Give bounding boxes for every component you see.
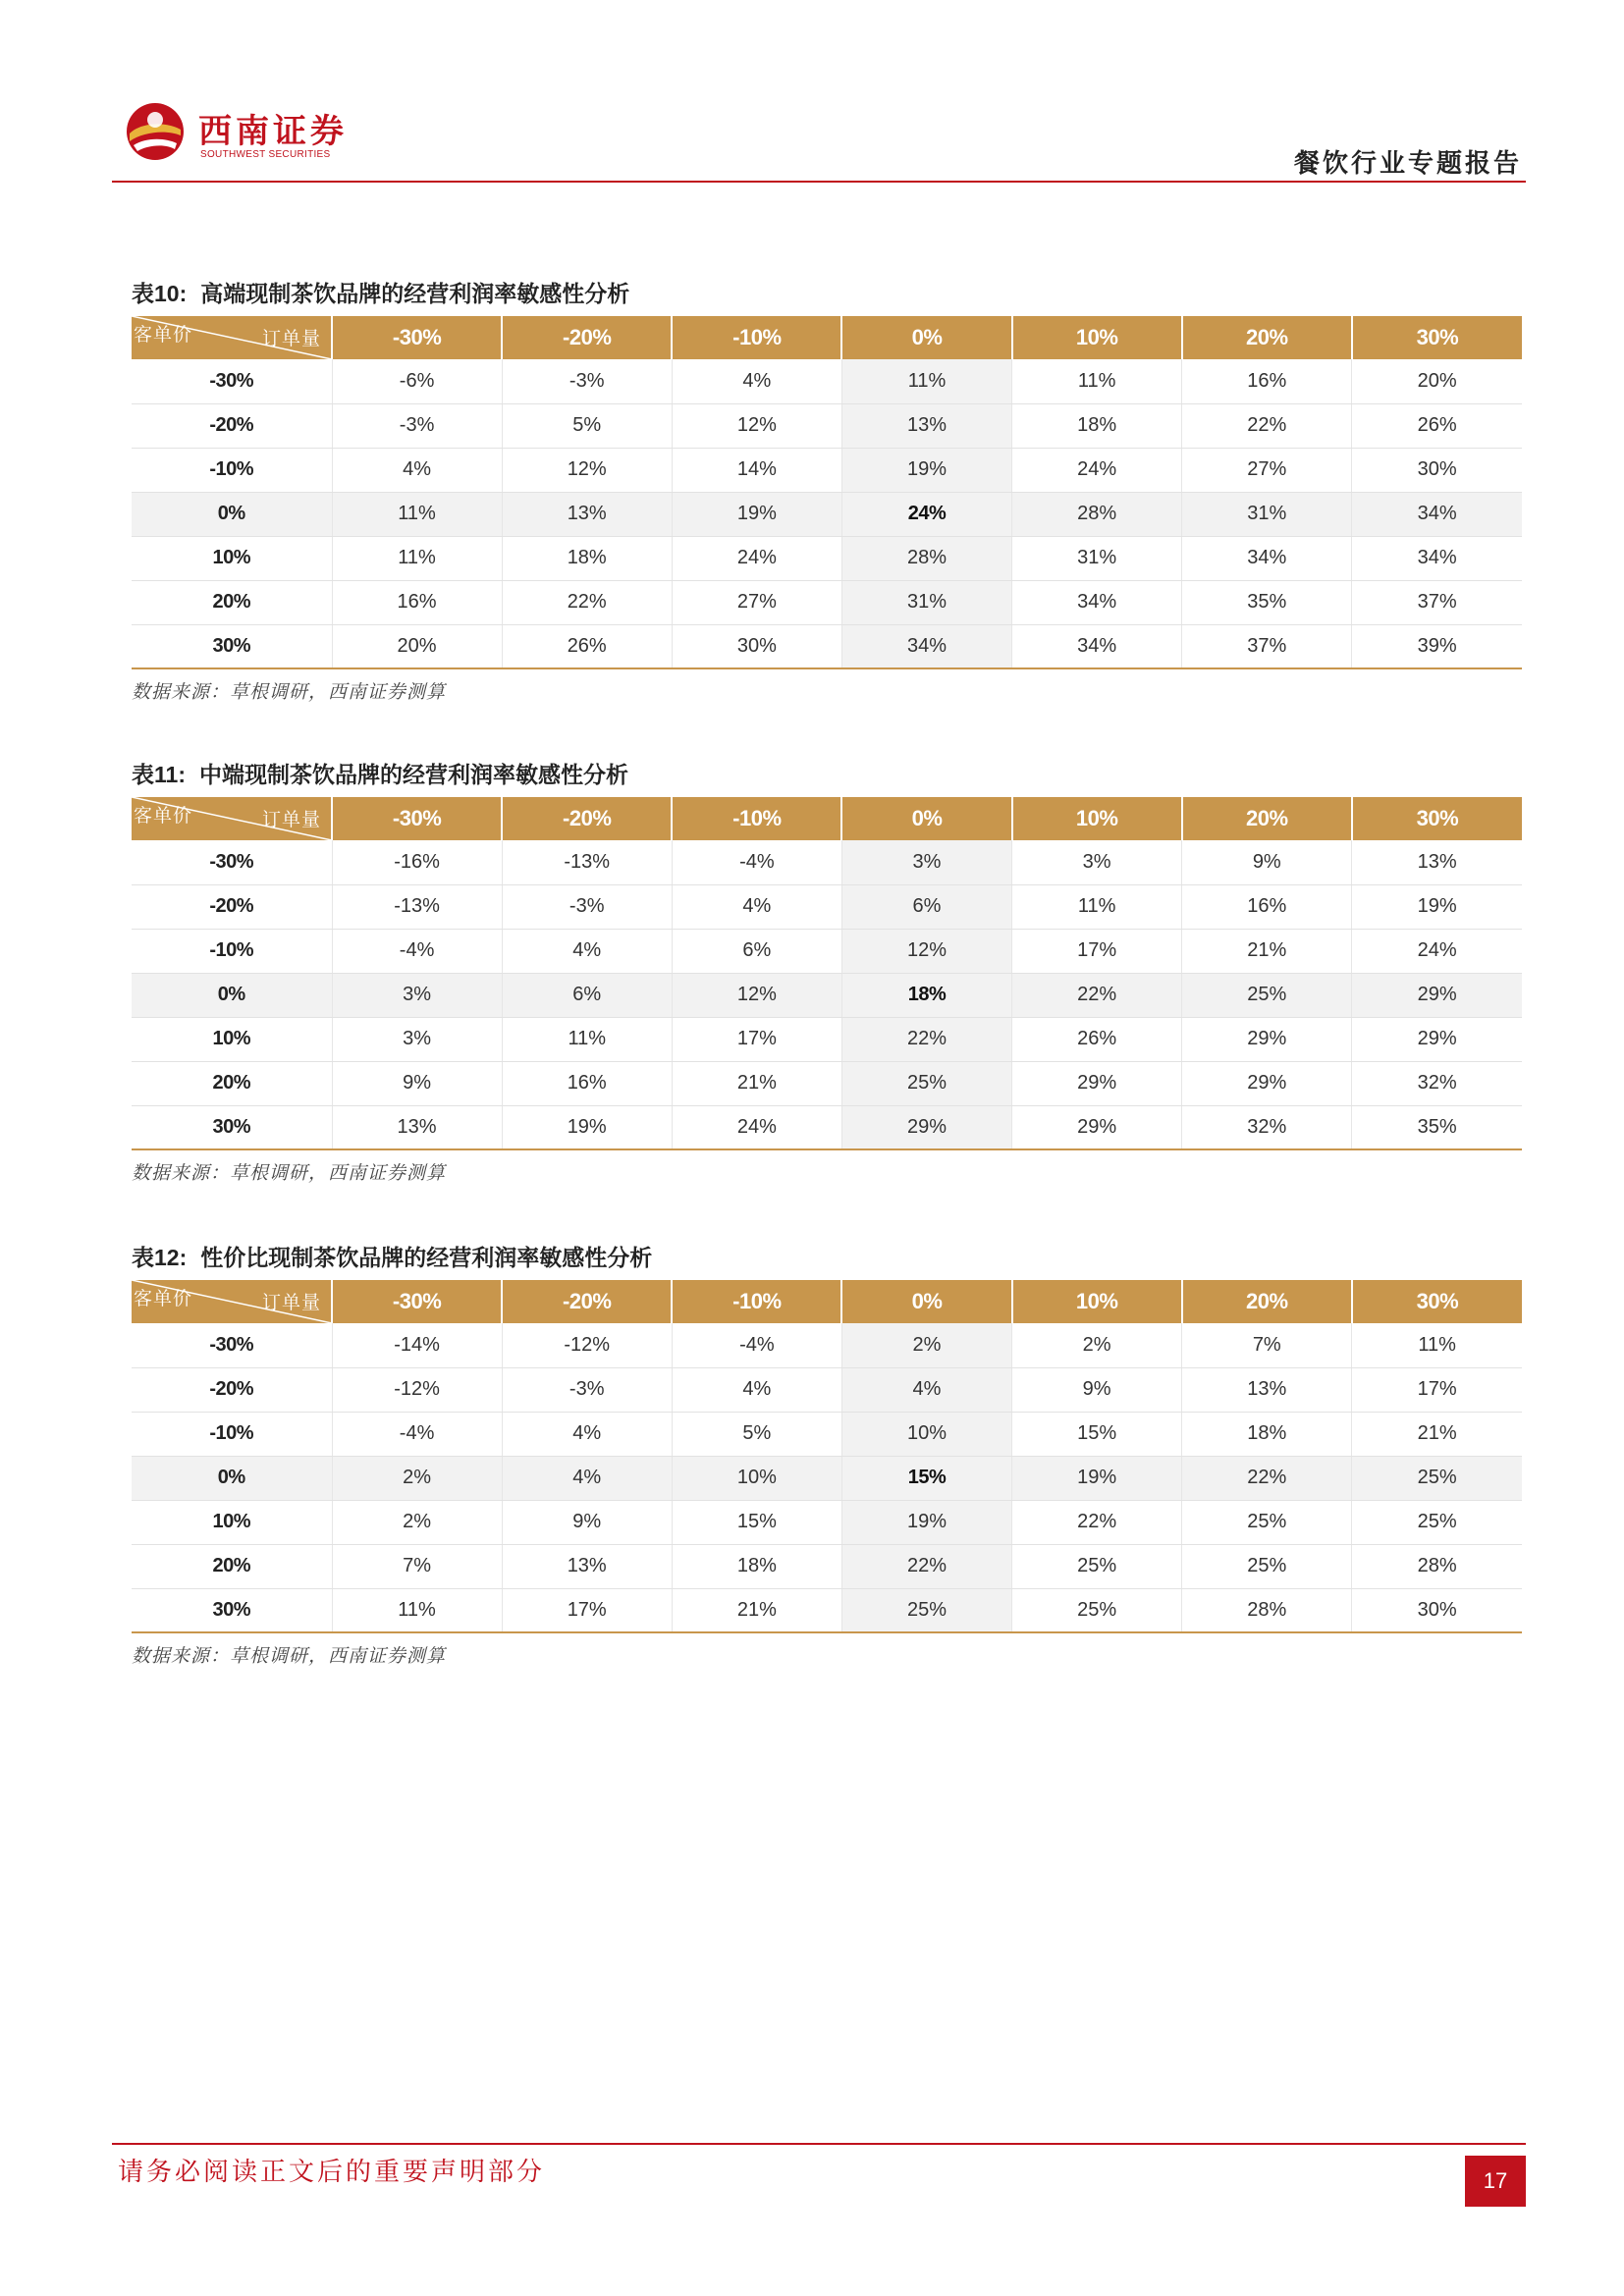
column-header: -30% xyxy=(332,1280,502,1323)
row-header: -30% xyxy=(132,840,332,884)
table-cell: 21% xyxy=(1182,929,1352,973)
table-cell: -13% xyxy=(332,884,502,929)
table-cell: 11% xyxy=(1012,884,1182,929)
column-header: -30% xyxy=(332,797,502,840)
column-header: -10% xyxy=(672,797,841,840)
column-header: 30% xyxy=(1416,325,1459,349)
table-cell: 19% xyxy=(841,448,1011,492)
column-header: 0% xyxy=(841,797,1011,840)
table-cell: 4% xyxy=(672,884,841,929)
table-cell: 6% xyxy=(502,973,672,1017)
table-row xyxy=(132,1061,1522,1105)
corner-row-label: 客单价 xyxy=(134,805,193,827)
row-header: 30% xyxy=(132,1105,332,1149)
table-cell: 18% xyxy=(502,536,672,580)
table-cell: 9% xyxy=(502,1500,672,1544)
table-cell: 11% xyxy=(502,1017,672,1061)
table-title: 中端现制茶饮品牌的经营利润率敏感性分析 xyxy=(198,762,628,788)
table-cell: 17% xyxy=(1012,929,1182,973)
table-cell: 34% xyxy=(1352,492,1522,536)
table-cell: 3% xyxy=(841,840,1011,884)
table-cell: 24% xyxy=(841,492,1011,536)
table-cell: 24% xyxy=(1012,448,1182,492)
table-cell: 13% xyxy=(1182,1367,1352,1412)
table-row xyxy=(132,1588,1522,1632)
footer-divider xyxy=(112,2143,1526,2145)
column-header: -20% xyxy=(502,1280,672,1323)
table-label: 表11: xyxy=(132,762,186,787)
table-cell: 28% xyxy=(1182,1588,1352,1632)
table-cell: -12% xyxy=(332,1367,502,1412)
table-cell: 22% xyxy=(1012,973,1182,1017)
table-cell: 25% xyxy=(1012,1544,1182,1588)
table-cell: 4% xyxy=(502,1456,672,1500)
table-cell: 29% xyxy=(841,1105,1011,1149)
table-cell: 32% xyxy=(1182,1105,1352,1149)
table-cell: 37% xyxy=(1182,624,1352,668)
table-header-row xyxy=(132,1280,1522,1323)
row-header: 20% xyxy=(132,1061,332,1105)
table-caption xyxy=(132,279,1522,316)
table-row xyxy=(132,448,1522,492)
report-title: 餐饮行业专题报告 xyxy=(1293,149,1522,179)
table-row xyxy=(132,884,1522,929)
row-header: -20% xyxy=(132,1367,332,1412)
table-cell: 18% xyxy=(841,973,1011,1017)
column-header: 10% xyxy=(1012,316,1182,359)
table-cell: 17% xyxy=(672,1017,841,1061)
table-cell: 3% xyxy=(332,1017,502,1061)
table-cell: 11% xyxy=(1352,1323,1522,1367)
table-cell: 25% xyxy=(1352,1500,1522,1544)
table-cell: 17% xyxy=(1352,1367,1522,1412)
table-cell: 15% xyxy=(672,1500,841,1544)
table-cell: 30% xyxy=(1352,448,1522,492)
table-cell: 29% xyxy=(1352,973,1522,1017)
row-header: 10% xyxy=(132,1500,332,1544)
table-cell: 28% xyxy=(1352,1544,1522,1588)
table-cell: 34% xyxy=(841,624,1011,668)
row-header: 20% xyxy=(132,580,332,624)
table-row xyxy=(132,840,1522,884)
table-row xyxy=(132,580,1522,624)
table-cell: 37% xyxy=(1352,580,1522,624)
table-row xyxy=(132,1456,1522,1500)
table-row xyxy=(132,1412,1522,1456)
table-source: 数据来源：草根调研，西南证券测算 xyxy=(132,681,447,703)
table-cell: 22% xyxy=(1182,403,1352,448)
corner-col-label: 订单量 xyxy=(261,809,321,830)
table-cell: 4% xyxy=(672,1367,841,1412)
table-row xyxy=(132,1500,1522,1544)
row-header: -10% xyxy=(132,448,332,492)
table-cell: 12% xyxy=(672,973,841,1017)
table-corner-cell xyxy=(132,797,332,840)
table-cell: 13% xyxy=(841,403,1011,448)
table-caption xyxy=(132,760,1522,797)
table-cell: 22% xyxy=(841,1544,1011,1588)
table-cell: 9% xyxy=(1012,1367,1182,1412)
row-header: 0% xyxy=(132,973,332,1017)
table-cell: 11% xyxy=(332,1588,502,1632)
row-header: -10% xyxy=(132,929,332,973)
table-cell: 12% xyxy=(841,929,1011,973)
table-cell: 35% xyxy=(1182,580,1352,624)
table-cell: 31% xyxy=(1182,492,1352,536)
corner-row-label: 客单价 xyxy=(134,324,193,346)
column-header: 0% xyxy=(841,1280,1011,1323)
table-cell: 2% xyxy=(841,1323,1011,1367)
table-cell: 4% xyxy=(841,1367,1011,1412)
table-cell: 19% xyxy=(1352,884,1522,929)
table-cell: 13% xyxy=(332,1105,502,1149)
table-cell: 25% xyxy=(841,1588,1011,1632)
table-cell: 25% xyxy=(1182,1544,1352,1588)
table-cell: 19% xyxy=(672,492,841,536)
table-10-block xyxy=(132,279,1522,704)
table-cell: 4% xyxy=(502,1412,672,1456)
table-cell: -3% xyxy=(502,1367,672,1412)
table-cell: 26% xyxy=(1352,403,1522,448)
table-cell: 24% xyxy=(1352,929,1522,973)
table-header-row xyxy=(132,797,1522,840)
table-cell: 35% xyxy=(1352,1105,1522,1149)
row-header: -20% xyxy=(132,884,332,929)
table-source: 数据来源：草根调研，西南证券测算 xyxy=(132,1162,447,1184)
table-cell: -16% xyxy=(332,840,502,884)
table-cell: -3% xyxy=(502,359,672,403)
column-header: 30% xyxy=(1416,806,1459,830)
table-cell: -12% xyxy=(502,1323,672,1367)
table-cell: 6% xyxy=(672,929,841,973)
table-cell: 22% xyxy=(502,580,672,624)
table-row xyxy=(132,536,1522,580)
table-cell: 29% xyxy=(1352,1017,1522,1061)
table-row xyxy=(132,1323,1522,1367)
table-cell: 4% xyxy=(672,359,841,403)
row-header: 30% xyxy=(132,1588,332,1632)
column-header: -10% xyxy=(672,316,841,359)
row-header: -10% xyxy=(132,1412,332,1456)
sensitivity-table xyxy=(132,797,1522,1150)
sensitivity-table xyxy=(132,1280,1522,1633)
table-cell: 22% xyxy=(841,1017,1011,1061)
logo-english-name: SOUTHWEST SECURITIES xyxy=(200,149,331,160)
table-cell: 14% xyxy=(672,448,841,492)
table-cell: -6% xyxy=(332,359,502,403)
table-row xyxy=(132,403,1522,448)
table-cell: 11% xyxy=(841,359,1011,403)
table-cell: 34% xyxy=(1012,624,1182,668)
table-12-block xyxy=(132,1243,1522,1668)
column-header: 10% xyxy=(1012,797,1182,840)
table-cell: 22% xyxy=(1182,1456,1352,1500)
corner-row-label: 客单价 xyxy=(134,1288,193,1309)
table-cell: 6% xyxy=(841,884,1011,929)
table-cell: 17% xyxy=(502,1588,672,1632)
table-cell: 21% xyxy=(672,1061,841,1105)
table-cell: 11% xyxy=(1012,359,1182,403)
table-cell: 9% xyxy=(1182,840,1352,884)
corner-col-label: 订单量 xyxy=(261,1292,321,1313)
table-cell: 5% xyxy=(502,403,672,448)
table-corner-cell xyxy=(132,316,332,359)
row-header: 20% xyxy=(132,1544,332,1588)
corner-col-label: 订单量 xyxy=(261,328,321,349)
table-cell: 4% xyxy=(332,448,502,492)
table-cell: 12% xyxy=(672,403,841,448)
column-header: -30% xyxy=(332,316,502,359)
table-cell: 7% xyxy=(1182,1323,1352,1367)
table-cell: 27% xyxy=(1182,448,1352,492)
table-cell: 34% xyxy=(1012,580,1182,624)
row-header: 10% xyxy=(132,1017,332,1061)
table-cell: 5% xyxy=(672,1412,841,1456)
column-header: 20% xyxy=(1182,316,1352,359)
table-cell: 25% xyxy=(841,1061,1011,1105)
table-row xyxy=(132,1367,1522,1412)
logo-emblem-icon xyxy=(124,100,187,163)
table-cell: 16% xyxy=(1182,359,1352,403)
table-cell: 18% xyxy=(1012,403,1182,448)
table-cell: 34% xyxy=(1182,536,1352,580)
table-cell: 12% xyxy=(502,448,672,492)
table-cell: 25% xyxy=(1012,1588,1182,1632)
table-cell: 10% xyxy=(841,1412,1011,1456)
table-cell: 16% xyxy=(332,580,502,624)
table-cell: 22% xyxy=(1012,1500,1182,1544)
table-cell: 15% xyxy=(1012,1412,1182,1456)
table-header-row xyxy=(132,316,1522,359)
table-cell: 29% xyxy=(1012,1061,1182,1105)
table-cell: 2% xyxy=(332,1456,502,1500)
row-header: -30% xyxy=(132,1323,332,1367)
table-cell: 11% xyxy=(332,492,502,536)
table-cell: 4% xyxy=(502,929,672,973)
table-11-block xyxy=(132,760,1522,1185)
table-cell: -3% xyxy=(502,884,672,929)
table-cell: -4% xyxy=(672,1323,841,1367)
column-header: 10% xyxy=(1012,1280,1182,1323)
table-cell: -14% xyxy=(332,1323,502,1367)
column-header: 30% xyxy=(1416,1289,1459,1313)
table-cell: 15% xyxy=(841,1456,1011,1500)
table-cell: 26% xyxy=(1012,1017,1182,1061)
row-header: -20% xyxy=(132,403,332,448)
row-header: 10% xyxy=(132,536,332,580)
table-cell: 13% xyxy=(1352,840,1522,884)
table-cell: 31% xyxy=(1012,536,1182,580)
table-cell: 30% xyxy=(1352,1588,1522,1632)
table-cell: -4% xyxy=(332,929,502,973)
table-cell: 27% xyxy=(672,580,841,624)
row-header: 30% xyxy=(132,624,332,668)
column-header: -20% xyxy=(502,797,672,840)
table-cell: 11% xyxy=(332,536,502,580)
table-row xyxy=(132,1017,1522,1061)
table-cell: 24% xyxy=(672,536,841,580)
table-row xyxy=(132,973,1522,1017)
table-cell: 3% xyxy=(1012,840,1182,884)
table-caption xyxy=(132,1243,1522,1280)
table-cell: 29% xyxy=(1012,1105,1182,1149)
table-cell: 31% xyxy=(841,580,1011,624)
table-cell: 18% xyxy=(672,1544,841,1588)
logo-chinese-name: 西南证券 xyxy=(198,112,348,151)
table-cell: 26% xyxy=(502,624,672,668)
table-cell: 19% xyxy=(1012,1456,1182,1500)
table-cell: 25% xyxy=(1352,1456,1522,1500)
table-cell: 28% xyxy=(1012,492,1182,536)
table-corner-cell xyxy=(132,1280,332,1323)
table-row xyxy=(132,624,1522,668)
table-cell: 9% xyxy=(332,1061,502,1105)
table-cell: 19% xyxy=(841,1500,1011,1544)
table-cell: 19% xyxy=(502,1105,672,1149)
row-header: 0% xyxy=(132,1456,332,1500)
table-cell: 39% xyxy=(1352,624,1522,668)
table-cell: 3% xyxy=(332,973,502,1017)
table-cell: -13% xyxy=(502,840,672,884)
table-cell: 25% xyxy=(1182,1500,1352,1544)
table-cell: 28% xyxy=(841,536,1011,580)
sensitivity-table xyxy=(132,316,1522,669)
table-cell: -3% xyxy=(332,403,502,448)
column-header: 0% xyxy=(841,316,1011,359)
column-header: -20% xyxy=(502,316,672,359)
table-cell: 10% xyxy=(672,1456,841,1500)
table-cell: 16% xyxy=(502,1061,672,1105)
table-cell: 18% xyxy=(1182,1412,1352,1456)
table-cell: 21% xyxy=(672,1588,841,1632)
table-cell: 25% xyxy=(1182,973,1352,1017)
table-cell: 13% xyxy=(502,1544,672,1588)
table-cell: -4% xyxy=(332,1412,502,1456)
table-cell: 24% xyxy=(672,1105,841,1149)
table-cell: 16% xyxy=(1182,884,1352,929)
table-row xyxy=(132,1105,1522,1149)
company-logo xyxy=(124,98,348,167)
page-number: 17 xyxy=(1465,2156,1526,2207)
table-row xyxy=(132,1544,1522,1588)
column-header: 20% xyxy=(1182,1280,1352,1323)
table-cell: 2% xyxy=(332,1500,502,1544)
table-row xyxy=(132,929,1522,973)
column-header: 20% xyxy=(1182,797,1352,840)
table-cell: 29% xyxy=(1182,1017,1352,1061)
table-cell: 2% xyxy=(1012,1323,1182,1367)
table-cell: 29% xyxy=(1182,1061,1352,1105)
column-header: -10% xyxy=(672,1280,841,1323)
table-cell: 32% xyxy=(1352,1061,1522,1105)
row-header: -30% xyxy=(132,359,332,403)
row-header: 0% xyxy=(132,492,332,536)
table-cell: 34% xyxy=(1352,536,1522,580)
table-label: 表10: xyxy=(132,281,188,306)
table-cell: 7% xyxy=(332,1544,502,1588)
table-source: 数据来源：草根调研，西南证券测算 xyxy=(132,1645,447,1667)
header-divider xyxy=(112,181,1526,183)
table-cell: -4% xyxy=(672,840,841,884)
table-label: 表12: xyxy=(132,1245,188,1270)
table-row xyxy=(132,359,1522,403)
table-row xyxy=(132,492,1522,536)
table-title: 性价比现制茶饮品牌的经营利润率敏感性分析 xyxy=(200,1245,653,1271)
table-cell: 30% xyxy=(672,624,841,668)
table-cell: 20% xyxy=(1352,359,1522,403)
disclaimer-note: 请务必阅读正文后的重要声明部分 xyxy=(118,2158,546,2187)
table-cell: 21% xyxy=(1352,1412,1522,1456)
table-cell: 20% xyxy=(332,624,502,668)
table-title: 高端现制茶饮品牌的经营利润率敏感性分析 xyxy=(200,281,630,307)
table-cell: 13% xyxy=(502,492,672,536)
